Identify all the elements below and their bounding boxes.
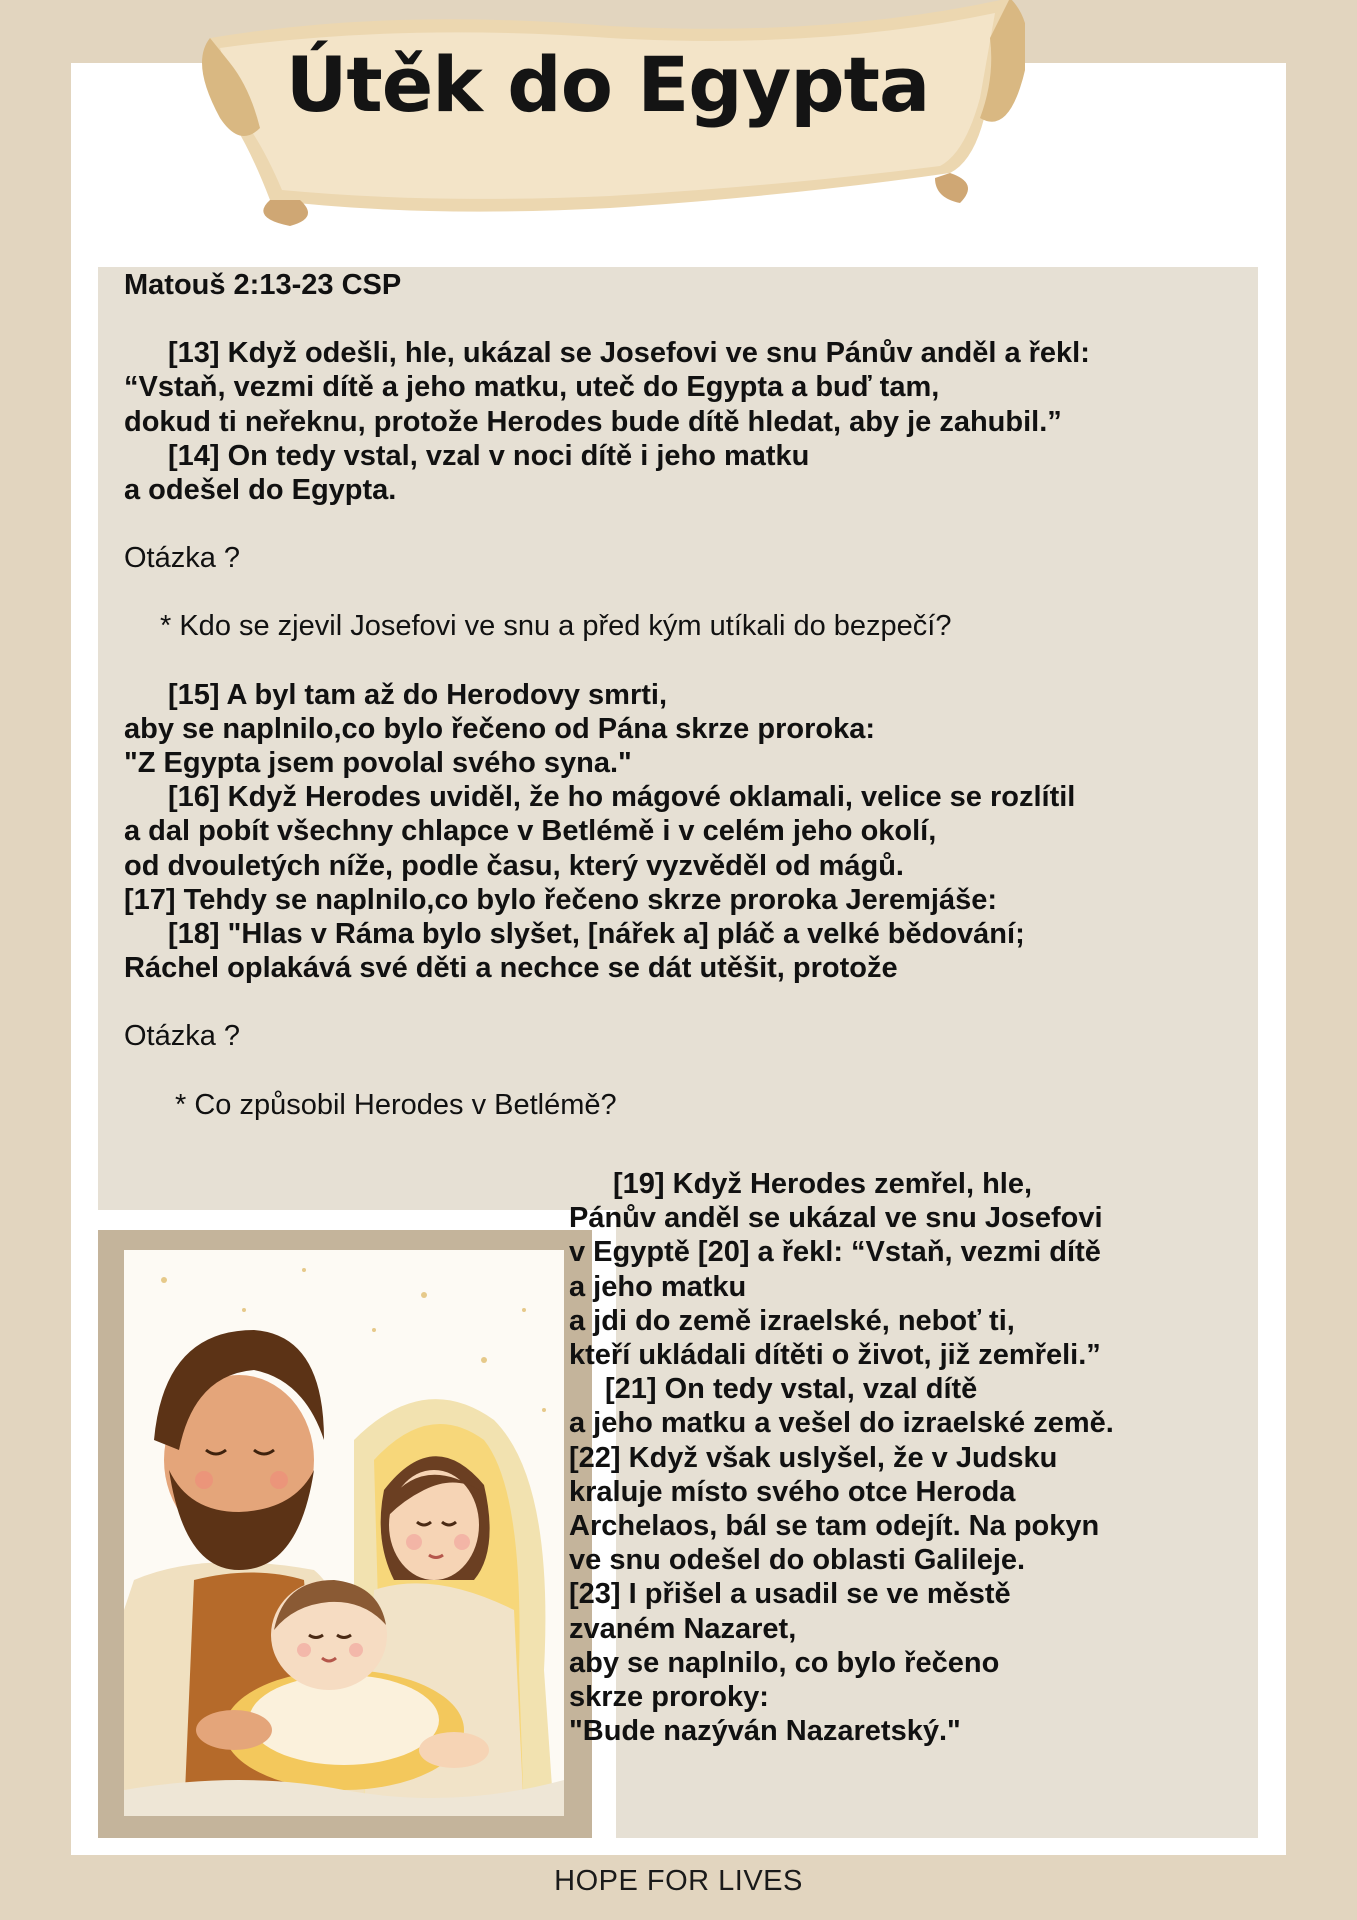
- verse-line: aby se naplnilo, co bylo řečeno: [569, 1646, 1000, 1679]
- verse-line: [19] Když Herodes zemřel, hle,: [613, 1168, 1033, 1200]
- verse-line: [13] Když odešli, hle, ukázal se Josefovi ve snu Pánův anděl a řekl:: [168, 337, 1090, 370]
- verse-line: [17] Tehdy se naplnilo,co bylo řečeno skrze proroka Jeremjáše:: [124, 883, 998, 916]
- verse-line: a jeho matku a vešel do izraelské země.: [569, 1407, 1114, 1440]
- verse-line: Ráchel oplakává své děti a nechce se dát utěšit, protože: [124, 952, 898, 985]
- verse-line: [18] "Hlas v Ráma bylo slyšet, [nářek a] pláč a velké bědování;: [168, 918, 1025, 951]
- verse-line: kraluje místo svého otce Heroda: [569, 1475, 1016, 1508]
- verse-line: [15] A byl tam až do Herodovy smrti,: [168, 678, 668, 711]
- nativity-illustration: [124, 1250, 564, 1816]
- question-text: * Co způsobil Herodes v Betlémě?: [175, 1088, 617, 1121]
- verse-line: ve snu odešel do oblasti Galileje.: [569, 1544, 1026, 1577]
- verse-line: "Z Egypta jsem povolal svého syna.": [124, 747, 632, 780]
- scripture-reference: Matouš 2:13-23 CSP: [124, 269, 402, 301]
- verse-line: kteří ukládali dítěti o život, již zemřeli.”: [569, 1339, 1101, 1372]
- question-label: Otázka ?: [124, 542, 241, 575]
- verse-line: a odešel do Egypta.: [124, 474, 397, 507]
- verse-line: dokud ti neřeknu, protože Herodes bude dítě hledat, aby je zahubil.”: [124, 405, 1062, 438]
- verse-line: Archelaos, bál se tam odejít. Na pokyn: [569, 1510, 1100, 1543]
- page-title: Útěk do Egypta: [285, 40, 930, 129]
- verse-line: [22] Když však uslyšel, že v Judsku: [569, 1441, 1058, 1474]
- verse-line: [21] On tedy vstal, vzal dítě: [605, 1373, 978, 1406]
- verse-line: zvaném Nazaret,: [569, 1612, 797, 1645]
- verse-line: od dvouletých níže, podle času, který vyzvěděl od mágů.: [124, 849, 904, 882]
- verse-line: “Vstaň, vezmi dítě a jeho matku, uteč do Egypta a buď tam,: [124, 371, 940, 404]
- verse-line: v Egyptě [20] a řekl: “Vstaň, vezmi dítě: [569, 1236, 1101, 1269]
- verse-line: a jeho matku: [569, 1270, 747, 1303]
- verse-line: [14] On tedy vstal, vzal v noci dítě i jeho matku: [168, 439, 810, 472]
- verse-line: [16] Když Herodes uviděl, že ho mágové oklamali, velice se rozlítil: [168, 781, 1076, 814]
- question-text: * Kdo se zjevil Josefovi ve snu a před kým utíkali do bezpečí?: [160, 610, 952, 643]
- verse-line: a jdi do země izraelské, neboť ti,: [569, 1304, 1015, 1337]
- verse-line: "Bude nazýván Nazaretský.": [569, 1715, 961, 1748]
- verse-line: aby se naplnilo,co bylo řečeno od Pána skrze proroka:: [124, 712, 875, 745]
- nativity-illustration-frame: [98, 1230, 592, 1838]
- footer-brand: HOPE FOR LIVES: [554, 1865, 803, 1897]
- verse-line: skrze proroky:: [569, 1681, 769, 1714]
- verse-line: Pánův anděl se ukázal ve snu Josefovi: [569, 1202, 1103, 1235]
- verse-line: a dal pobít všechny chlapce v Betlémě i v celém jeho okolí,: [124, 815, 937, 848]
- question-label: Otázka ?: [124, 1020, 241, 1053]
- verse-line: [23] I přišel a usadil se ve městě: [569, 1578, 1011, 1611]
- main-text-column: [124, 268, 1164, 1122]
- side-text-column: [569, 1167, 1189, 1748]
